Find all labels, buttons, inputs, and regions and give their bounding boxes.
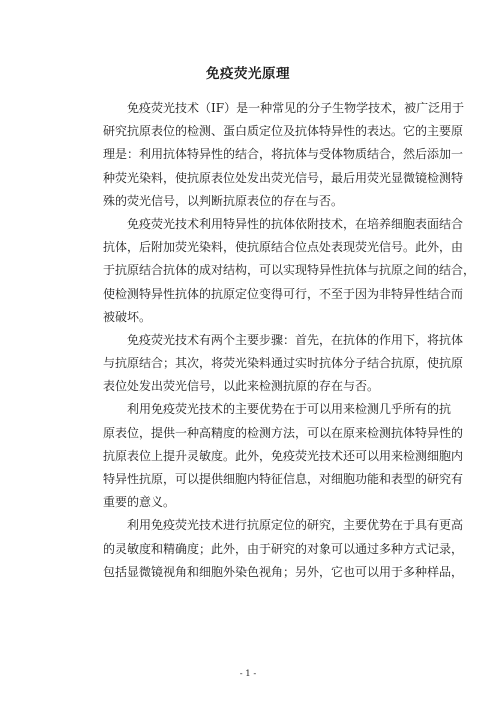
- text-line: 种荧光染料，使抗原表位处发出荧光信号，最后用荧光显微镜检测特: [103, 170, 464, 185]
- text-line: 原表位，提供一种高精度的检测方法，可以在原来检测抗体特异性的: [103, 425, 464, 440]
- page-number: - 1 -: [239, 669, 257, 679]
- text-line: 利用免疫荧光技术进行抗原定位的研究，主要优势在于具有更高: [127, 518, 464, 533]
- text-line: 抗体，后附加荧光染料，使抗原结合位点处表现荧光信号。此外，由: [103, 240, 464, 255]
- text-line: 抗原表位上提升灵敏度。此外，免疫荧光技术还可以用来检测细胞内: [103, 448, 464, 463]
- text-line: 理是：利用抗体特异性的结合，将抗体与受体物质结合，然后添加一: [103, 147, 464, 162]
- text-line: 使检测特异性抗体的抗原定位变得可行，不至于因为非特异性结合而: [103, 286, 464, 301]
- document-body: [103, 97, 476, 584]
- text-line: 免疫荧光技术有两个主要步骤：首先，在抗体的作用下，将抗体: [127, 332, 464, 347]
- text-line: 重要的意义。: [103, 495, 176, 510]
- text-line: 于抗原结合抗体的成对结构，可以实现特异性抗体与抗原之间的结合，: [103, 263, 476, 278]
- text-line: 殊的荧光信号，以判断抗原表位的存在与否。: [103, 193, 344, 208]
- text-line: 免疫荧光技术（IF）是一种常见的分子生物学技术，被广泛用于: [127, 101, 465, 115]
- text-line: 表位处发出荧光信号，以此来检测抗原的存在与否。: [103, 379, 380, 394]
- text-line: 特异性抗原，可以提供细胞内特征信息，对细胞功能和表型的研究有: [103, 472, 464, 486]
- text-line: 的灵敏度和精确度；此外，由于研究的对象可以通过多种方式记录，: [103, 541, 464, 556]
- text-line: 包括显微镜视角和细胞外染色视角；另外，它也可以用于多种样品，: [103, 564, 464, 579]
- text-line: 被破坏。: [103, 309, 152, 324]
- document-title: 免疫荧光原理: [206, 66, 290, 82]
- text-line: 利用免疫荧光技术的主要优势在于可以用来检测几乎所有的抗: [127, 402, 452, 417]
- text-line: 与抗原结合；其次，将荧光染料通过实时抗体分子结合抗原，使抗原: [103, 356, 464, 371]
- text-line: 免疫荧光技术利用特异性的抗体依附技术，在培养细胞表面结合: [127, 216, 464, 231]
- text-line: 研究抗原表位的检测、蛋白质定位及抗体特异性的表达。它的主要原: [103, 124, 464, 139]
